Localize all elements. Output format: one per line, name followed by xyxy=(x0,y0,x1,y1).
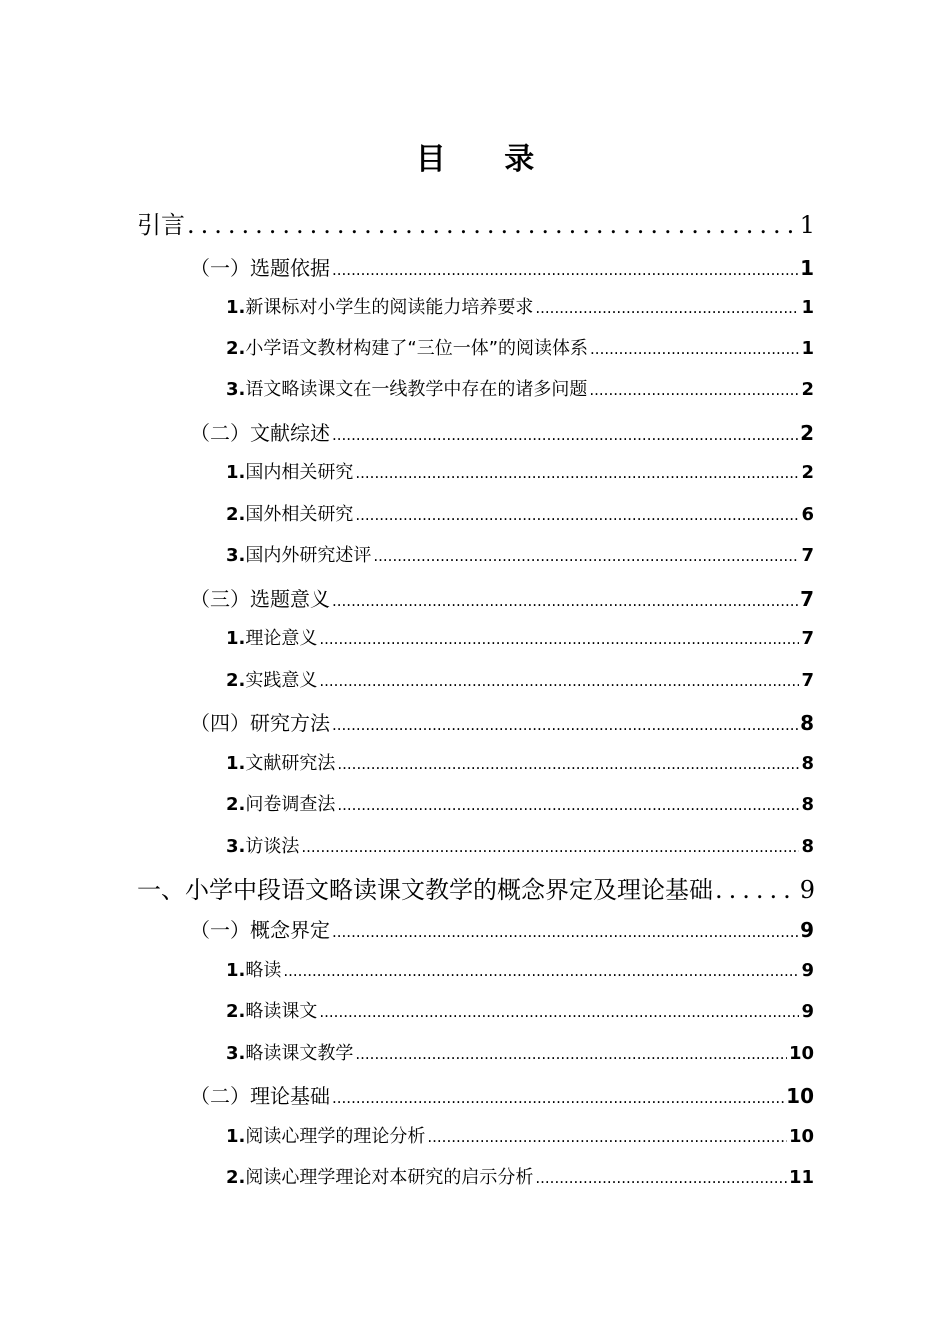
toc-entry-number: 2. xyxy=(226,670,246,691)
toc-entry-label xyxy=(226,666,317,692)
toc-entry-page-number: 11 xyxy=(788,1167,814,1188)
toc-entry-page-number: 8 xyxy=(801,794,814,815)
toc-entry-text: 国内外研究述评 xyxy=(245,545,372,566)
toc-entry-level-1[interactable] xyxy=(137,205,815,240)
toc-entry-text: 国外相关研究 xyxy=(245,504,354,525)
toc-entry-level-3[interactable] xyxy=(226,790,814,816)
toc-entry-level-3[interactable] xyxy=(226,956,814,982)
toc-entry-level-3[interactable] xyxy=(226,334,814,360)
toc-entry-label xyxy=(226,997,317,1023)
dot-leader xyxy=(187,211,798,239)
dot-leader xyxy=(535,299,799,317)
toc-entry-text: 文献研究法 xyxy=(245,753,336,774)
toc-entry-level-3[interactable] xyxy=(226,666,814,692)
toc-entry-page-number: 7 xyxy=(801,628,814,649)
toc-entry-page-number: 1 xyxy=(801,338,814,359)
dot-leader xyxy=(301,838,799,856)
toc-entry-label xyxy=(226,1163,533,1189)
toc-entry-label xyxy=(226,458,353,484)
toc-entry-label xyxy=(226,832,299,858)
toc-entry-number: 3. xyxy=(226,379,246,400)
toc-entry-label xyxy=(190,707,330,736)
toc-entry-page-number: 7 xyxy=(800,587,814,611)
toc-entry-text: （四）研究方法 xyxy=(190,711,330,735)
toc-entry-label xyxy=(190,583,330,612)
dot-leader xyxy=(589,381,799,399)
toc-entry-number: 2. xyxy=(226,794,246,815)
toc-entry-text: 阅读心理学的理论分析 xyxy=(245,1126,426,1147)
dot-leader xyxy=(332,1089,784,1107)
toc-entry-page-number: 9 xyxy=(801,1001,814,1022)
toc-entry-text: 略读课文教学 xyxy=(245,1043,354,1064)
toc-entry-level-2[interactable] xyxy=(190,583,814,612)
toc-entry-text: 新课标对小学生的阅读能力培养要求 xyxy=(245,297,534,318)
dot-leader xyxy=(355,1045,787,1063)
toc-entry-page-number: 7 xyxy=(801,545,814,566)
dot-leader xyxy=(319,630,799,648)
dot-leader xyxy=(332,923,798,941)
toc-entry-text: 略读 xyxy=(245,960,282,981)
toc-entry-label xyxy=(190,252,330,281)
toc-entry-level-3[interactable] xyxy=(226,832,814,858)
toc-entry-number: 3. xyxy=(226,545,246,566)
toc-entry-label xyxy=(226,749,335,775)
toc-entry-text: 一、小学中段语文略读课文教学的概念界定及理论基础 xyxy=(137,876,713,904)
toc-entry-page-number: 1 xyxy=(801,297,814,318)
toc-entry-page-number: 1 xyxy=(800,256,814,280)
toc-entry-text: （一）选题依据 xyxy=(190,256,330,280)
toc-entry-number: 1. xyxy=(226,1126,246,1147)
toc-entry-text: （三）选题意义 xyxy=(190,587,330,611)
toc-entry-level-1[interactable] xyxy=(137,870,815,905)
dot-leader xyxy=(590,340,799,358)
toc-entry-number: 2. xyxy=(226,1001,246,1022)
toc-entry-label xyxy=(226,624,317,650)
toc-entry-number: 3. xyxy=(226,1043,246,1064)
toc-entry-label xyxy=(226,541,371,567)
toc-entry-text: （二）理论基础 xyxy=(190,1084,330,1108)
dot-leader xyxy=(332,716,798,734)
toc-entry-label xyxy=(226,1122,425,1148)
toc-entry-page-number: 10 xyxy=(786,1084,814,1108)
toc-entry-page-number: 10 xyxy=(788,1043,814,1064)
dot-leader xyxy=(332,261,798,279)
toc-entry-label xyxy=(137,870,713,905)
toc-entry-label xyxy=(226,790,335,816)
toc-entry-number: 1. xyxy=(226,753,246,774)
toc-entry-text: 引言 xyxy=(137,211,185,239)
toc-entry-number: 3. xyxy=(226,836,246,857)
toc-entry-page-number: 2 xyxy=(801,379,814,400)
toc-entry-number: 1. xyxy=(226,960,246,981)
dot-leader xyxy=(337,796,799,814)
toc-entry-level-3[interactable] xyxy=(226,1039,814,1065)
toc-entry-level-3[interactable] xyxy=(226,541,814,567)
toc-title: 目 录 xyxy=(415,142,559,177)
dot-leader xyxy=(427,1128,787,1146)
toc-entry-label xyxy=(190,417,330,446)
toc-entry-label xyxy=(226,500,353,526)
toc-entry-number: 1. xyxy=(226,297,246,318)
toc-entry-page-number: 2 xyxy=(800,421,814,445)
toc-entry-label xyxy=(226,1039,353,1065)
toc-entry-label xyxy=(137,205,185,240)
toc-entry-level-2[interactable] xyxy=(190,417,814,446)
toc-entry-number: 1. xyxy=(226,628,246,649)
toc-entry-page-number: 8 xyxy=(801,836,814,857)
toc-entry-text: 国内相关研究 xyxy=(245,462,354,483)
toc-entry-text: （一）概念界定 xyxy=(190,918,330,942)
toc-entry-label xyxy=(190,914,330,943)
toc-entry-page-number: 2 xyxy=(801,462,814,483)
toc-entry-page-number: 6 xyxy=(801,504,814,525)
toc-entry-page-number: 8 xyxy=(800,711,814,735)
toc-entry-text: 语文略读课文在一线教学中存在的诸多问题 xyxy=(245,379,588,400)
toc-entry-number: 2. xyxy=(226,1167,246,1188)
toc-entry-label xyxy=(226,293,533,319)
dot-leader xyxy=(373,547,799,565)
toc-entry-text: 略读课文 xyxy=(245,1001,318,1022)
toc-entry-page-number: 10 xyxy=(788,1126,814,1147)
dot-leader xyxy=(715,876,798,904)
toc-entry-text: 实践意义 xyxy=(245,670,318,691)
toc-entry-text: （二）文献综述 xyxy=(190,421,330,445)
dot-leader xyxy=(337,755,799,773)
toc-entry-level-3[interactable] xyxy=(226,500,814,526)
toc-entry-number: 1. xyxy=(226,462,246,483)
toc-entry-level-3[interactable] xyxy=(226,1122,814,1148)
toc-entry-number: 2. xyxy=(226,338,246,359)
toc-entry-page-number: 9 xyxy=(801,960,814,981)
toc-entry-level-3[interactable] xyxy=(226,293,814,319)
toc-entry-text: 问卷调查法 xyxy=(245,794,336,815)
dot-leader xyxy=(332,426,798,444)
dot-leader xyxy=(535,1169,787,1187)
toc-entry-level-2[interactable] xyxy=(190,252,814,281)
toc-entry-number: 2. xyxy=(226,504,246,525)
toc-entry-level-3[interactable] xyxy=(226,458,814,484)
toc-entry-level-2[interactable] xyxy=(190,914,814,943)
toc-entry-level-2[interactable] xyxy=(190,1080,814,1109)
toc-entry-label xyxy=(226,334,588,360)
dot-leader xyxy=(332,592,798,610)
toc-entry-level-3[interactable] xyxy=(226,1163,814,1189)
toc-entry-label xyxy=(226,375,587,401)
toc-entry-level-3[interactable] xyxy=(226,749,814,775)
toc-entry-level-2[interactable] xyxy=(190,707,814,736)
toc-entry-text: 理论意义 xyxy=(245,628,318,649)
toc-entry-page-number: 1 xyxy=(799,211,815,239)
toc-entry-page-number: 9 xyxy=(799,876,815,904)
toc-entry-text: 小学语文教材构建了“三位一体”的阅读体系 xyxy=(245,338,589,359)
dot-leader xyxy=(355,464,799,482)
dot-leader xyxy=(283,962,799,980)
toc-entry-text: 访谈法 xyxy=(245,836,300,857)
toc-entry-text: 阅读心理学理论对本研究的启示分析 xyxy=(245,1167,534,1188)
dot-leader xyxy=(319,1003,799,1021)
toc-entry-page-number: 7 xyxy=(801,670,814,691)
toc-entry-level-3[interactable] xyxy=(226,624,814,650)
toc-entry-level-3[interactable] xyxy=(226,375,814,401)
toc-entry-label xyxy=(226,956,281,982)
dot-leader xyxy=(355,506,799,524)
toc-entry-page-number: 9 xyxy=(800,918,814,942)
toc-entry-page-number: 8 xyxy=(801,753,814,774)
toc-entry-label xyxy=(190,1080,330,1109)
dot-leader xyxy=(319,672,799,690)
toc-entry-level-3[interactable] xyxy=(226,997,814,1023)
